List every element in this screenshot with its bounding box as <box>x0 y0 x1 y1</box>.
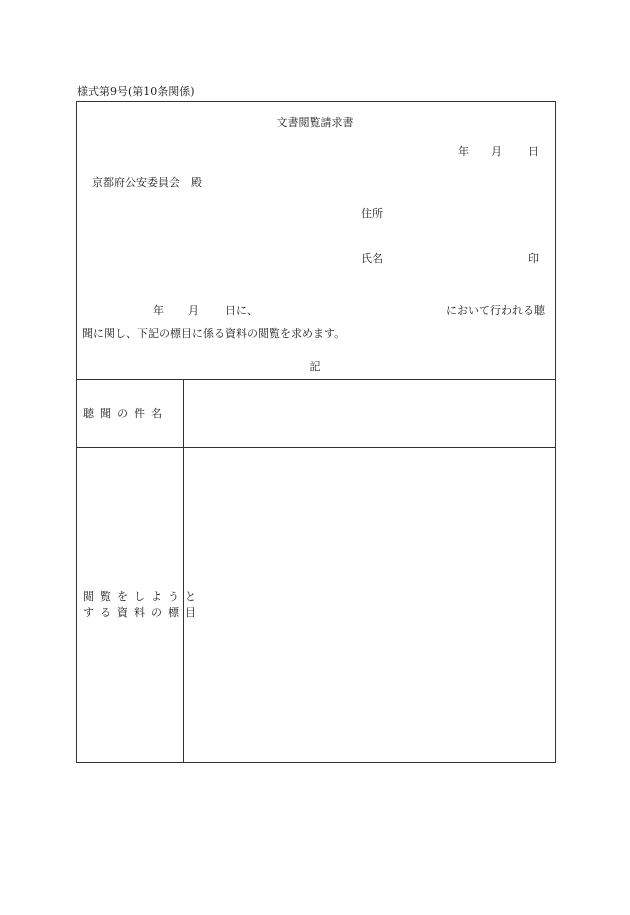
divider-label-column <box>183 379 184 763</box>
hearing-day-label: 日に、 <box>225 304 258 317</box>
document-title: 文書閲覧請求書 <box>276 116 354 129</box>
form-frame <box>76 101 556 763</box>
divider-table-top <box>76 379 556 380</box>
seal-label: 印 <box>528 252 539 265</box>
hearing-year-label: 年 <box>153 304 164 317</box>
date-month-label: 月 <box>491 145 502 158</box>
divider-subject-row <box>76 447 556 448</box>
hearing-subject-label: 聴聞の件名 <box>83 407 168 420</box>
request-statement: 聞に関し、下記の標目に係る資料の閲覧を求めます。 <box>82 327 346 340</box>
date-day-label: 日 <box>528 145 539 158</box>
materials-label-line2: する資料の標目 <box>83 606 202 619</box>
date-year-label: 年 <box>458 145 469 158</box>
form-number: 様式第9号(第10条関係) <box>77 85 195 98</box>
name-label: 氏名 <box>361 252 383 265</box>
address-label: 住所 <box>361 207 383 220</box>
recipient: 京都府公安委員会 殿 <box>92 176 202 189</box>
hearing-month-label: 月 <box>188 304 199 317</box>
ki-heading: 記 <box>309 360 321 373</box>
materials-label-line1: 閲覧をしようと <box>83 590 202 603</box>
hearing-place-suffix: において行われる聴 <box>446 304 545 317</box>
